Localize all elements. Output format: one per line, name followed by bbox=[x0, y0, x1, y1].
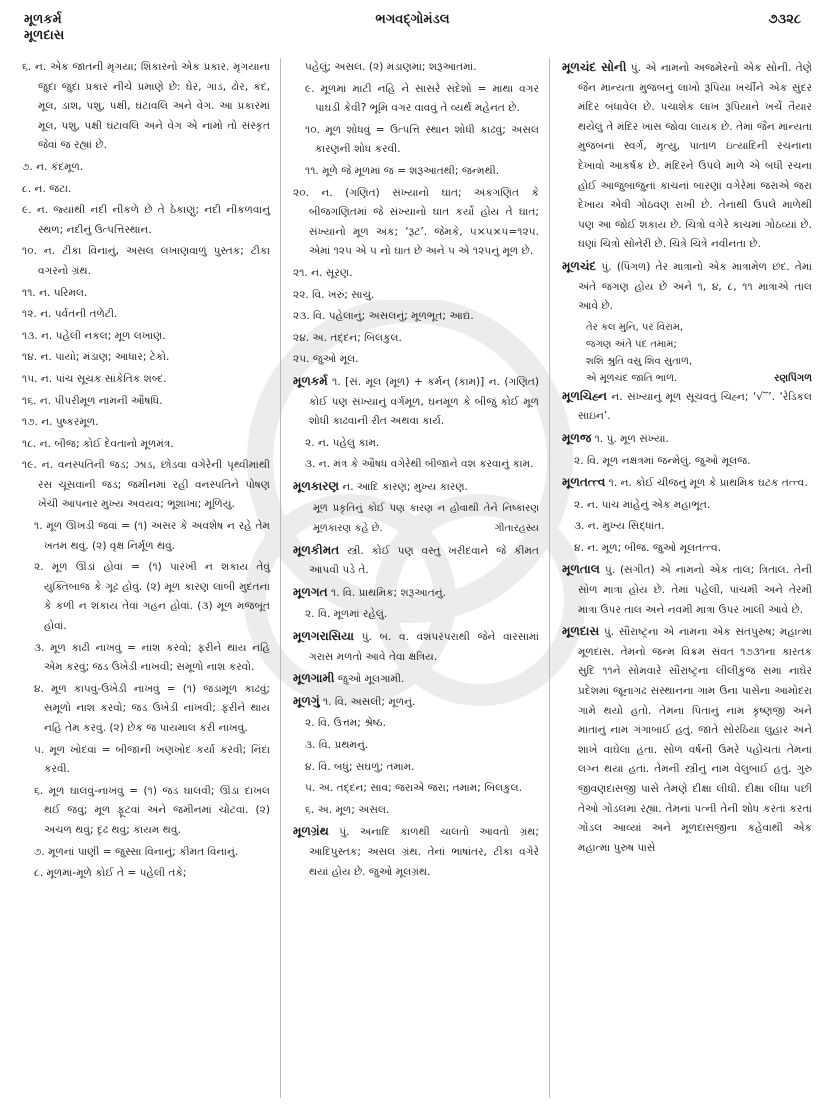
headword: મૂળગત bbox=[293, 584, 328, 599]
sense-17: ૧૭. ન. પુષ્કરમૂળ. bbox=[22, 416, 99, 429]
headword: મૂળગામી bbox=[293, 671, 335, 686]
book-title: ભગવદ્‍ગોમંડલ bbox=[375, 12, 450, 27]
dictionary-columns bbox=[22, 58, 812, 1098]
sense-5: ૫. અ. તદ્દન; સાવ; જરાએ જરા; તમામ; બિલકુલ. bbox=[305, 782, 522, 795]
verse-quote bbox=[562, 319, 812, 387]
entry-mulchand bbox=[562, 257, 812, 317]
column-middle bbox=[280, 58, 550, 1098]
verse-line: જગણ અંતે પદ તમામ; bbox=[586, 338, 677, 350]
sense-3: ૩. વિ. પ્રથમનું. bbox=[305, 739, 369, 751]
sense-3: ૩. ન. મંત્ર કે ઔષધ વગેરેથી બીજાને વશ કરવાનું કામ. bbox=[305, 458, 534, 471]
sense-25: ૨૫. જુઓ મૂલ. bbox=[293, 353, 359, 366]
sense-2: ૨. વિ. મૂળ નક્ષત્રમાં જન્મેલું. જુઓ મૂલજ. bbox=[574, 454, 751, 467]
definition: ન. આદિ કારણ; મુખ્ય કારણ. bbox=[342, 480, 468, 493]
sense-8: ૮. ન. જટા. bbox=[22, 182, 72, 195]
sense-13: ૧૩. ન. પહેલી નકલ; મૂળ લખાણ. bbox=[22, 329, 166, 342]
headword: મૂળજ bbox=[562, 430, 592, 445]
definition: સ્ત્રી. કોઈ પણ વસ્તુ ખરીદવાને જે કીમત આપવી પડે તે. bbox=[309, 544, 539, 577]
sense-3: ૩. ન. મુખ્ય સિદ્ધાંત. bbox=[574, 520, 665, 533]
sense-21: ૨૧. ન. સૂરણ. bbox=[293, 266, 353, 279]
headword: મૂળકીમત bbox=[293, 542, 340, 557]
citation bbox=[293, 499, 539, 538]
idiom-5: ૫. મૂળ ખોદવાં = બીજાની ખણખોદ કર્યા કરવી; નિંદા કરવી. bbox=[34, 743, 270, 776]
headword: મૂળદાસ bbox=[562, 624, 600, 639]
definition: પું. અનાદિ કાળથી ચાલતો આવતો ગ્રંથ; આદિપુસ્તક; અસલ ગ્રંથ. તેનાં ભાષાંતર, ટીકા વગેરે થયાં હોય છે. જુઓ મૂલગ્રંથ. bbox=[309, 826, 539, 878]
headword: મૂળચંદ સોની bbox=[562, 60, 627, 74]
headword: મૂળગરાસિયા bbox=[293, 629, 354, 644]
citation-text: મૂળ પ્રકૃતિનું કોઈ પણ કારણ ન હોવાથી તેને નિષ્કારણ મૂળકારણ કહે છે. bbox=[313, 503, 539, 535]
sense-19: ૧૯. ન. વનસ્પતિની જડ; ઝાડ, છોડવા વગેરેની પૃથ્વીમાંથી રસ ચૂસવાની જડ; જમીનમાં રહી વનસ્પતિને પોષણ ખેંચી આપનાર મુખ્ય અવયવ; ભૂશાખા; મૂળિયું. bbox=[22, 459, 270, 511]
definition: જુઓ મૂલગામી. bbox=[337, 673, 405, 686]
sense-7: ૭. ન. કંદમૂળ. bbox=[22, 160, 84, 173]
last-guide-word: મૂળદાસ bbox=[24, 28, 65, 43]
sense-2: ૨. ન. પાંચ માંહેનું એક મહાભૂત. bbox=[574, 498, 711, 511]
idiom-7: ૭. મૂળનાં પાણી = જુસ્સા વિનાનું; કીમત વિનાનું. bbox=[34, 845, 239, 858]
entry-mulkaran bbox=[293, 477, 539, 498]
definition: ૧. પું. મૂળ સંખ્યા. bbox=[594, 432, 669, 445]
verse-line: શશિ શ્રુતિ વસુ શિવ સુતાળ, bbox=[586, 355, 693, 367]
headword: મૂળગું bbox=[293, 693, 320, 708]
sense-24: ૨૪. અ. તદ્દન; બિલકુલ. bbox=[293, 331, 402, 344]
first-guide-word: મૂળકર્મ bbox=[24, 12, 62, 27]
entry-mulkimat bbox=[293, 541, 539, 581]
idiom-11: ૧૧. મૂળે જે મૂળમાં જ = શરૂઆતથી; જન્મથી. bbox=[305, 164, 500, 177]
entry-mulgu bbox=[293, 692, 539, 713]
sense-2: ૨. ન. પહેલું કામ. bbox=[305, 436, 380, 449]
sense-14: ૧૪. ન. પાયો; મંડાણ; આધાર; ટેકો. bbox=[22, 351, 170, 364]
headword: મૂળચંદ bbox=[562, 258, 597, 273]
sense-2: ૨. વિ. ઉત્તમ; શ્રેષ્ઠ. bbox=[305, 717, 386, 730]
headword: મૂળકારણ bbox=[293, 478, 339, 493]
idiom-3: ૩. મૂળ કાઢી નાખવું = નાશ કરવો; ફરીને થાય નહિ એમ કરવું; જડ ઉખેડી નાખવી; સમૂળો નાશ કરવો. bbox=[34, 641, 270, 674]
sense-4: ૪. ન. મૂળ; બીજ. જુઓ મૂલતત્ત્વ. bbox=[574, 541, 722, 554]
sense-2: ૨. વિ. મૂળમાં રહેલું. bbox=[305, 608, 388, 621]
definition: પું. બ. વ. વંશપરંપરાથી જેને વારસામાં ગરાસ મળતો આવે તેવા ક્ષત્રિય. bbox=[309, 631, 539, 663]
entry-mulgami bbox=[293, 669, 539, 690]
sense-15: ૧૫. ન. પાંચ સૂચક સાંકેતિક શબ્દ. bbox=[22, 372, 167, 385]
entry-mulkarma bbox=[293, 372, 539, 432]
page-number: ૭૩૨૮ bbox=[768, 12, 801, 27]
idiom-1: ૧. મૂળ ઊખડી જવાં = (૧) અસર કે અવશેષ ન રહે તેમ ખતમ થવું. (૨) વૃક્ષ નિર્મૂળ થવું. bbox=[34, 520, 270, 552]
idiom-8: ૮. મૂળમાં-મૂળે કોઈ તે = પહેલી તકે; bbox=[34, 867, 187, 880]
definition: પું. સૌરાષ્ટ્રના એ નામના એક સંતપુરુષ; મહાત્મા મૂળદાસ. તેમનો જન્મ વિક્રમ સંવત ૧૭૩૧ના કારતક સુદિ ૧૧ને સોમવારે સૌરાષ્ટ્રના લીલીકુંજ સમા નાઘેર પ્રદેશમાં જૂનાગઢ સંસ્થાનના ગામ ઉના પાસેના આમોદરા ગામે થયો હતો. તેમના પિતાનું નામ કૃષ્ણજી અને માતાનું નામ ગંગાબાઈ હતું. જાતે સોરઠિયા લુહાર અને શાખે વાઘેલા હતા. સોળ વર્ષની ઉંમરે પહોંચતાં તેમનાં લગ્ન થયાં હતાં. તેમની સ્ત્રીનું નામ વેલુબાઈ હતું. ગુરુ જીવણદાસજી પાસે તેમણે દીક્ષા લીધી. દીક્ષા લીધા પછી તેઓ ગોંડલમાં રહ્યા. તેમનાં પત્ની તેની શોધ કરતાં કરતાં ગોંડલ આવ્યાં અને મૂળદાસજીના કહેવાથી એક મહાત્મા પુરુષ પાસે bbox=[578, 626, 812, 854]
verse-line: તેર કલ મુનિ, પર વિરામ, bbox=[586, 321, 684, 333]
sense-12: ૧૨. ન. પર્વતની તળેટી. bbox=[22, 308, 118, 321]
definition: ૧. વિ. અસલી; મૂળનું. bbox=[322, 695, 416, 708]
sense-20: ૨૦. ન. (ગણિત) સંખ્યાનો ઘાત; અંકગણિત કે બીજગણિતમાં જે સંખ્યાનો ઘાત કર્યો હોય તે ઘાત; સંખ્યાનો મૂળ અંક; ‘રૂટ’. જેમકે, ૫×૫×૫=૧૨૫. એમાં ૧૨૫ એ ૫ નો ઘાત છે અને ૫ એ ૧૨૫નું મૂળ છે. bbox=[293, 186, 539, 258]
page-header bbox=[0, 0, 825, 52]
sense-16: ૧૬. ન. પીપરીમૂળ નામની ઔષધિ. bbox=[22, 394, 163, 407]
definition: પું. (સંગીત) એ નામનો એક તાલ; ત્રિતાલ. તેની સોળ માત્રા હોય છે. તેમાં પહેલી, પાંચમી અને તેરમી માત્રા ઉપર તાલ અને નવમી માત્રા ઉપર ખાલી આવે છે. bbox=[578, 564, 812, 616]
idiom-9: ૯. મૂળમાં માટી નહિ ને સાસરે સંદેશો = માથા વગર પાઘડી કેવી? ભૂમિ વગર વાવવું તે વ્યર્થ મહેનત છે. bbox=[305, 82, 539, 115]
definition: પું. (પિંગળ) તેર માત્રાનો એક માત્રામેળ છંદ. તેમાં અંતે જગણ હોય છે અને ૧, ૪, ૮, ૧૧ માત્રાએ તાલ આવે છે. bbox=[578, 260, 812, 313]
column-right bbox=[550, 58, 812, 1098]
sense-6: ૬. ન. એક જાતની મૃગયા; શિકારનો એક પ્રકાર. મૃગયાના જુદા જુદા પ્રકાર નીચે પ્રમાણે છે: ઘેર, ગાડ, ઢોર, કંદ, મૂલ, ડાશ, પશુ, પક્ષી, ઘંટાવલિ અને વેગ. આ પ્રકારમાં મૂલ, પશુ, પક્ષી ઘંટાવલિ અને વેગ એ નામો તો સંસ્કૃત જેવાં જ રહ્યાં છે. bbox=[22, 61, 270, 152]
sense-6: ૬. અ. મૂળ; અસલ. bbox=[305, 803, 390, 816]
headword: મૂળચિહ્ન bbox=[562, 388, 607, 403]
sense-9: ૯. ન. જ્યાંથી નદી નીકળે છે તે ઠેકાણું; નદી નીકળવાનું સ્થળ; નદીનું ઉત્પત્તિસ્થાન. bbox=[22, 204, 270, 236]
column-left bbox=[22, 58, 280, 1098]
sense-10: ૧૦. ન. ટીકા વિનાનું, અસલ લખાણવાળું પુસ્તક; ટીકા વગરનો ગ્રંથ. bbox=[22, 245, 270, 277]
definition: ૧. વિ. પ્રાથમિક; શરૂઆતનું. bbox=[330, 586, 447, 599]
entry-mulaj bbox=[562, 429, 812, 450]
sense-11: ૧૧. ન. પરિમલ. bbox=[22, 286, 88, 299]
definition: ન. સંખ્યાનું મૂળ સૂચવતું ચિહ્ન; ‘√‾’. ‘રેડિકલ સાઇન’. bbox=[578, 390, 812, 423]
headword: મૂળગ્રંથ bbox=[293, 824, 329, 839]
entry-multattva bbox=[562, 473, 812, 494]
headword: મૂળતત્ત્વ bbox=[562, 475, 606, 490]
entry-mulchihn bbox=[562, 387, 812, 427]
verse-line-text: એ મૂળચંદ જાતિ ભાળ. bbox=[586, 372, 678, 384]
idiom-4: ૪. મૂળ કાપવું-ઉખેડી નાખવું = (૧) જડામૂળ કાઢવું; સમૂળો નાશ કરવો; જડ ઉખેડી નાંખવી; ફરીને થાય નહિ તેમ કરવું. (૨) છેક જ પાયમાલ કરી નાખવું. bbox=[34, 682, 270, 734]
idiom-8-continued: પહેલું; અસલ. (૨) મંડાણમાં; શરૂઆતમાં. bbox=[305, 61, 477, 73]
idiom-2: ૨. મૂળ ઊંડાં હોવાં = (૧) પારખી ન શકાય તેવું યુક્તિબાજ કે ગૂઢ હોવું. (૨) મૂળ કારણ લાંબી મુદતનાં કે કળી ન શકાય તેવાં ગહન હોવાં. (૩) મૂળ મજબૂત હોવાં. bbox=[34, 561, 270, 633]
headword: મૂળકર્મ bbox=[293, 373, 328, 388]
definition: પું. એ નામનો અજમેરનો એક સોની. તેણે જૈન માન્યતા મુજબનું લાખો રૂપિયા ખર્ચીને એક સુંદર મંદિર બંધાવેલ છે. પચાશેક લાખ રૂપિયાને ખર્ચે તૈયાર થયેલું તે મંદિર ખાસ જોવા લાયક છે. તેમાં જૈન માન્યતા મુજબનાં સ્વર્ગ, મૃત્યુ, પાતાળ ઇત્યાદિની રચનાના દેખાવો આકર્ષક છે. મંદિરને ઉપલે માળે એ બધી રચના હોઈ આજુબાજુનાં કાચનાં બારણાં વગેરેમાં જરાએ જરા દેખાય એવી ગોઠવણ રાખી છે. તેનાથી ઉપલે માળેથી પણ આ જોઈ શકાય છે. ચિત્રો વગેરે કાચમાં ગોઠવ્યાં છે. ઘણાં ચિત્રો સોનેરી છે. ચિત્રે ચિત્રે નવીનતા છે. bbox=[578, 62, 812, 251]
definition: ૧. ન. કોઈ ચીજનું મૂળ કે પ્રાથમિક ઘટક તત્ત્વ. bbox=[608, 477, 808, 490]
citation-source: ગીતારહસ્ય bbox=[494, 523, 539, 535]
sense-22: ૨૨. વિ. ખરું; સાચું. bbox=[293, 288, 375, 301]
entry-mulchand-soni bbox=[562, 58, 812, 255]
entry-mulgranth bbox=[293, 822, 539, 882]
verse-source: રણપિંગળ bbox=[774, 372, 812, 384]
headword: મૂળતાલ bbox=[562, 562, 600, 577]
sense-18: ૧૮. ન. બીજ; કોઈ દેવતાનો મૂળમંત્ર. bbox=[22, 437, 174, 450]
definition: ૧. [સં. મૂલ (મૂળ) + કર્મન્ (કામ)] ન. (ગણિત) કોઈ પણ સંખ્યાનું વર્ગમૂળ, ઘનમૂળ કે બીજું કોઈ મૂળ શોધી કાઢવાની રીત અથવા કાર્ય. bbox=[309, 375, 539, 428]
verse-line bbox=[586, 370, 812, 387]
idiom-10: ૧૦. મૂળ શોધવું = ઉત્પત્તિ સ્થાન શોધી કાઢવું; અસલ કારણની શોધ કરવી. bbox=[305, 123, 539, 156]
entry-mulgarasiya bbox=[293, 627, 539, 667]
entry-multal bbox=[562, 560, 812, 620]
entry-muldas bbox=[562, 622, 812, 858]
sense-23: ૨૩. વિ. પહેલાનું; અસલનું; મૂળભૂત; આદ્ય. bbox=[293, 310, 474, 323]
sense-4: ૪. વિ. બધું; સઘળું; તમામ. bbox=[305, 760, 415, 773]
entry-mulgat bbox=[293, 583, 539, 604]
idiom-6: ૬. મૂળ ઘાલવું-નાખવું = (૧) જડ ઘાલવી; ઊંડા દાખલ થઈ જવું; મૂળ ફૂટવાં અને જમીનમાં ચોંટવાં. (૨) અચળ થવું; દૃઢ થવું; કાયમ થવું. bbox=[34, 784, 270, 836]
